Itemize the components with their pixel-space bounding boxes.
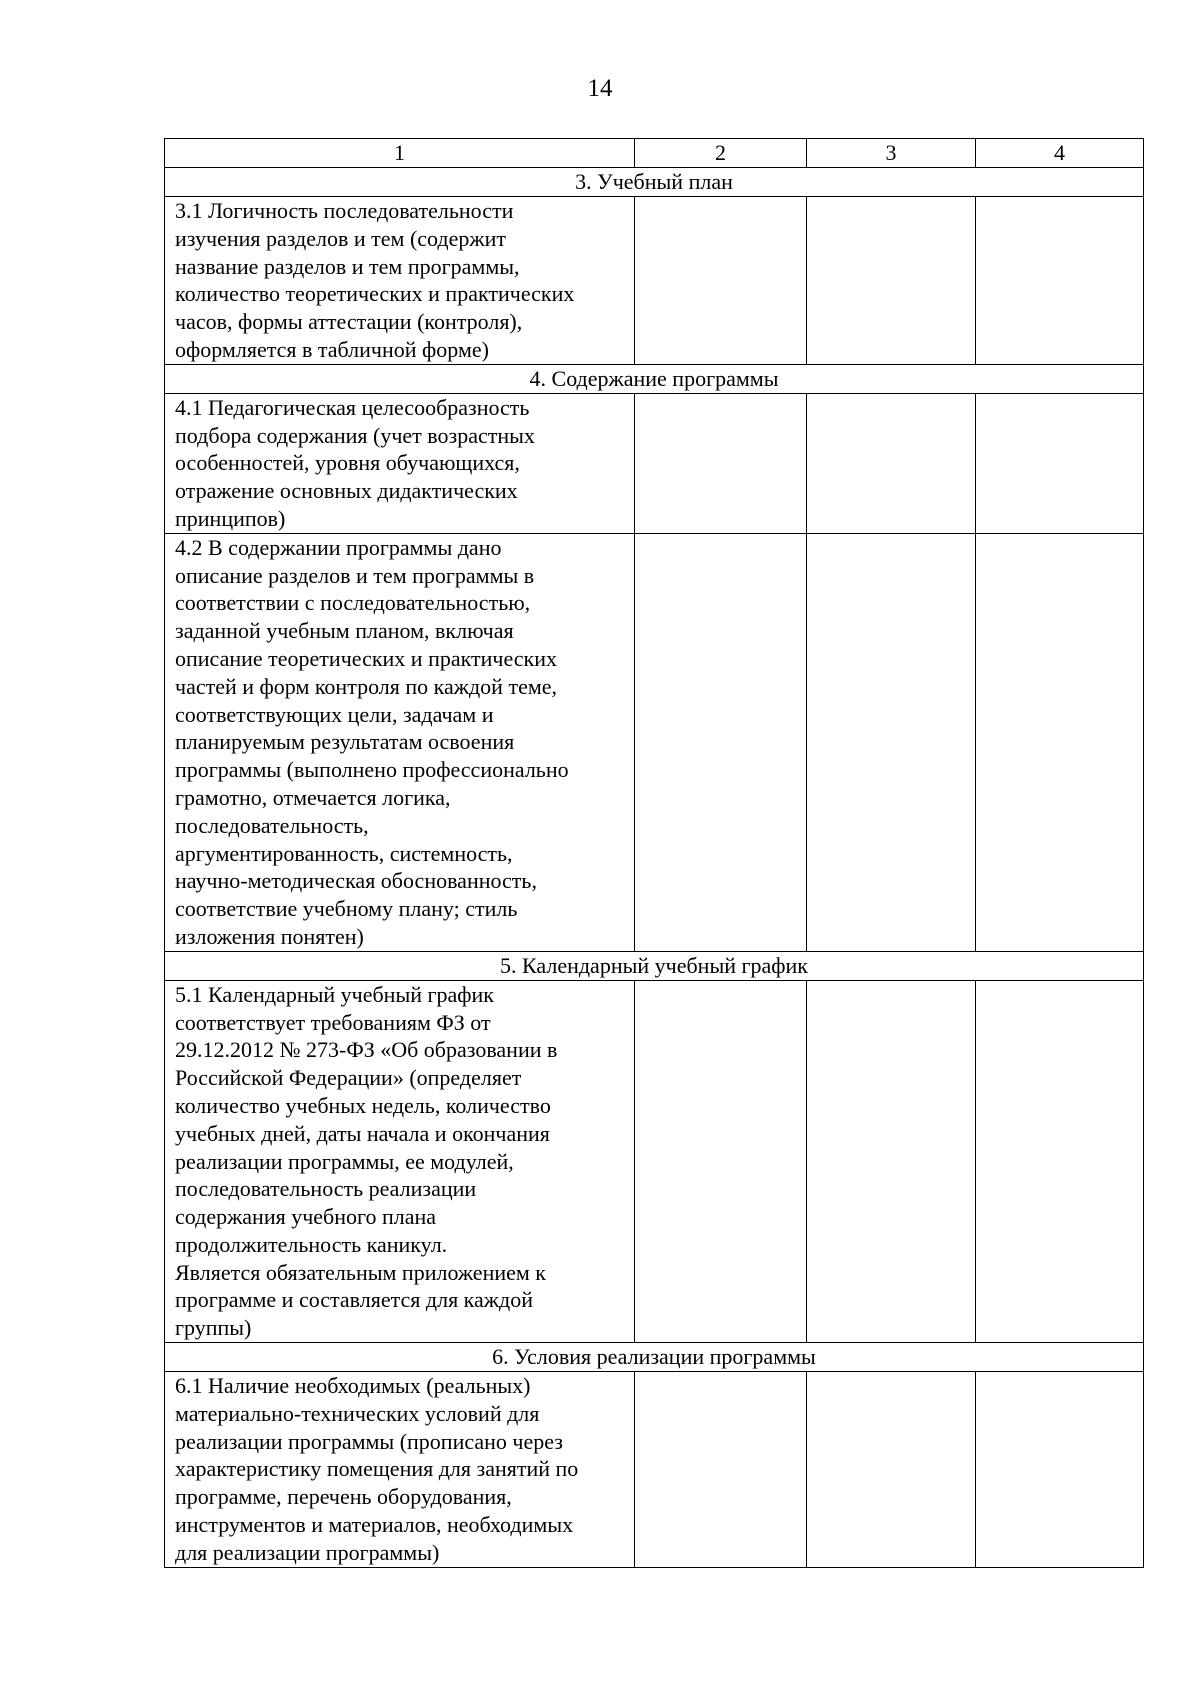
section-title: 6. Условия реализации программы: [165, 1343, 1144, 1372]
column-header-4: 4: [976, 139, 1144, 168]
score-cell: [976, 533, 1144, 951]
score-cell: [807, 533, 976, 951]
criterion-text: 6.1 Наличие необходимых (реальных) материально-технических условий для реализации программы (прописано через характеристику помещения для занятий по программе, перечень оборудования, инструментов и материалов, необходимых для реализации программы): [165, 1372, 635, 1568]
column-number-row: [165, 139, 1144, 168]
table-row: [165, 197, 1144, 365]
column-header-2: 2: [635, 139, 807, 168]
criterion-text: 3.1 Логичность последовательности изучения разделов и тем (содержит название разделов и тем программы, количество теоретических и практических часов, формы аттестации (контроля), оформляется в табличной форме): [165, 197, 635, 365]
score-cell: [635, 980, 807, 1342]
criterion-text: 4.2 В содержании программы дано описание разделов и тем программы в соответствии с последовательностью, заданной учебным планом, включая описание теоретических и практических частей и форм контроля по каждой теме, соответствующих цели, задачам и планируемым результатам освоения программы (выполнено профессионально грамотно, отмечается логика, последовательность, аргументированность, системность, научно-методическая обоснованность, соответствие учебному плану; стиль изложения понятен): [165, 533, 635, 951]
page-number: 14: [587, 75, 613, 102]
table-row: [165, 1372, 1144, 1568]
score-cell: [807, 197, 976, 365]
score-cell: [807, 393, 976, 533]
score-cell: [976, 393, 1144, 533]
score-cell: [807, 1372, 976, 1568]
table-row: [165, 980, 1144, 1342]
criterion-text: 4.1 Педагогическая целесообразность подбора содержания (учет возрастных особенностей, уровня обучающихся, отражение основных дидактических принципов): [165, 393, 635, 533]
score-cell: [635, 1372, 807, 1568]
section-title: 3. Учебный план: [165, 168, 1144, 197]
section-title: 4. Содержание программы: [165, 364, 1144, 393]
score-cell: [976, 1372, 1144, 1568]
score-cell: [635, 197, 807, 365]
score-cell: [976, 197, 1144, 365]
section-row: [165, 364, 1144, 393]
score-cell: [976, 980, 1144, 1342]
table-row: [165, 393, 1144, 533]
score-cell: [635, 533, 807, 951]
section-row: [165, 951, 1144, 980]
table-row: [165, 533, 1144, 951]
section-title: 5. Календарный учебный график: [165, 951, 1144, 980]
score-cell: [807, 980, 976, 1342]
column-header-1: 1: [165, 139, 635, 168]
section-row: [165, 1343, 1144, 1372]
criterion-text: 5.1 Календарный учебный график соответствует требованиям ФЗ от 29.12.2012 № 273-ФЗ «Об образовании в Российской Федерации» (определяет количество учебных недель, количество учебных дней, даты начала и окончания реализации программы, ее модулей, последовательность реализации содержания учебного плана продолжительность каникул. Является обязательным приложением к программе и составляется для каждой группы): [165, 980, 635, 1342]
criteria-table: [164, 138, 1144, 1568]
score-cell: [635, 393, 807, 533]
section-row: [165, 168, 1144, 197]
column-header-3: 3: [807, 139, 976, 168]
